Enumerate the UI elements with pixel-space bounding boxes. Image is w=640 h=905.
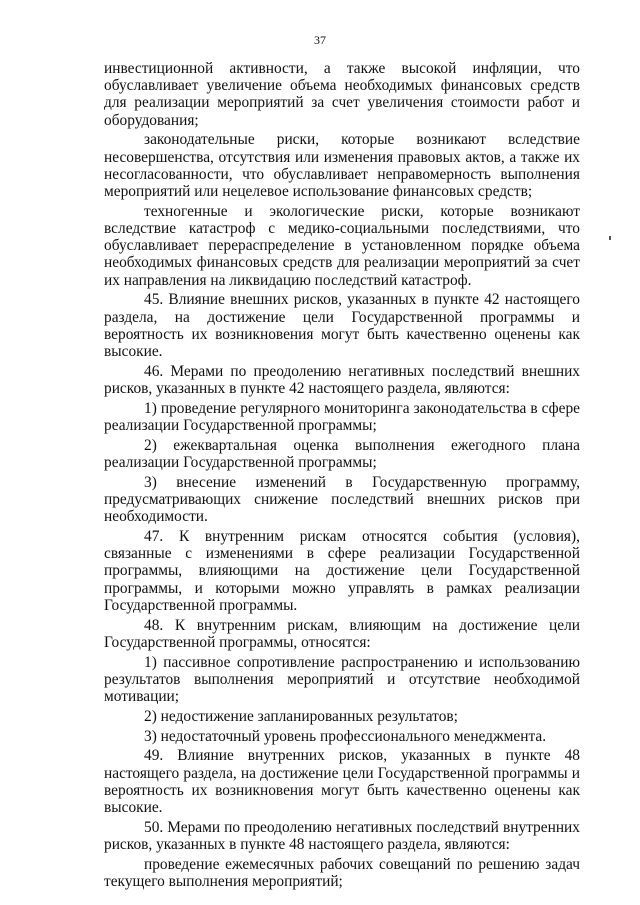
paragraph-45: 45. Влияние внешних рисков, указанных в пункте 42 настоящего раздела, на достижение цели Государственной программы и вероятность их возникновения могут быть качественно оценены как высокие. bbox=[104, 291, 580, 361]
paragraph-46-item-3: 3) внесение изменений в Государственную программу, предусматривающих снижение последствий внешних рисков при необходимости. bbox=[104, 473, 580, 526]
paragraph-48-item-1: 1) пассивное сопротивление распространению и использованию результатов выполнения мероприятий и отсутствие необходимой мотивации; bbox=[104, 653, 580, 706]
paragraph-legislative-risks: законодательные риски, которые возникают вследствие несовершенства, отсутствия или изменения правовых актов, а также их несогласованности, что обуславливает неправомерность выполнения мероприятий или нецелевое использование финансовых средств; bbox=[104, 131, 580, 201]
paragraph-50-measure: проведение ежемесячных рабочих совещаний по решению задач текущего выполнения мероприятий; bbox=[104, 855, 580, 891]
margin-mark bbox=[609, 236, 611, 240]
paragraph-investment-risks-continuation: инвестиционной активности, а также высокой инфляции, что обуславливает увеличение объема необходимых финансовых средств для реализации мероприятий за счет увеличения стоимости работ и оборудования; bbox=[104, 60, 580, 129]
paragraph-46-item-1: 1) проведение регулярного мониторинга законодательства в сфере реализации Государственной программы; bbox=[104, 399, 580, 435]
page-number: 37 bbox=[314, 33, 326, 47]
paragraph-46: 46. Мерами по преодолению негативных последствий внешних рисков, указанных в пункте 42 настоящего раздела, являются: bbox=[104, 362, 580, 398]
paragraph-48-item-3: 3) недостаточный уровень профессионального менеджмента. bbox=[144, 727, 547, 745]
paragraph-46-item-2: 2) ежеквартальная оценка выполнения ежегодного плана реализации Государственной программы; bbox=[104, 436, 580, 472]
paragraph-48-item-2: 2) недостижение запланированных результатов; bbox=[144, 707, 458, 725]
paragraph-49: 49. Влияние внутренних рисков, указанных в пункте 48 настоящего раздела, на достижение цели Государственной программы и вероятность их возникновения могут быть качественно оценены как высокие. bbox=[104, 747, 580, 817]
paragraph-technogenic-risks: техногенные и экологические риски, которые возникают вследствие катастроф с медико-социальными последствиями, что обуславливает перераспределение в установленном порядке объема необходимых финансовых средств для реализации мероприятий за счет их направления на ликвидацию последствий катастроф. bbox=[104, 202, 580, 289]
paragraph-47: 47. К внутренним рискам относятся события (условия), связанные с изменениями в сфере реализации Государственной программы, влияющими на достижение цели Государственной программы, и которыми можно управлять в рамках реализации Государственной программы. bbox=[104, 528, 580, 614]
document-body bbox=[104, 60, 580, 890]
paragraph-50: 50. Мерами по преодолению негативных последствий внутренних рисков, указанных в пункте 48 настоящего раздела, являются: bbox=[104, 818, 580, 854]
paragraph-48: 48. К внутренним рискам, влияющим на достижение цели Государственной программы, относятся: bbox=[104, 616, 580, 651]
